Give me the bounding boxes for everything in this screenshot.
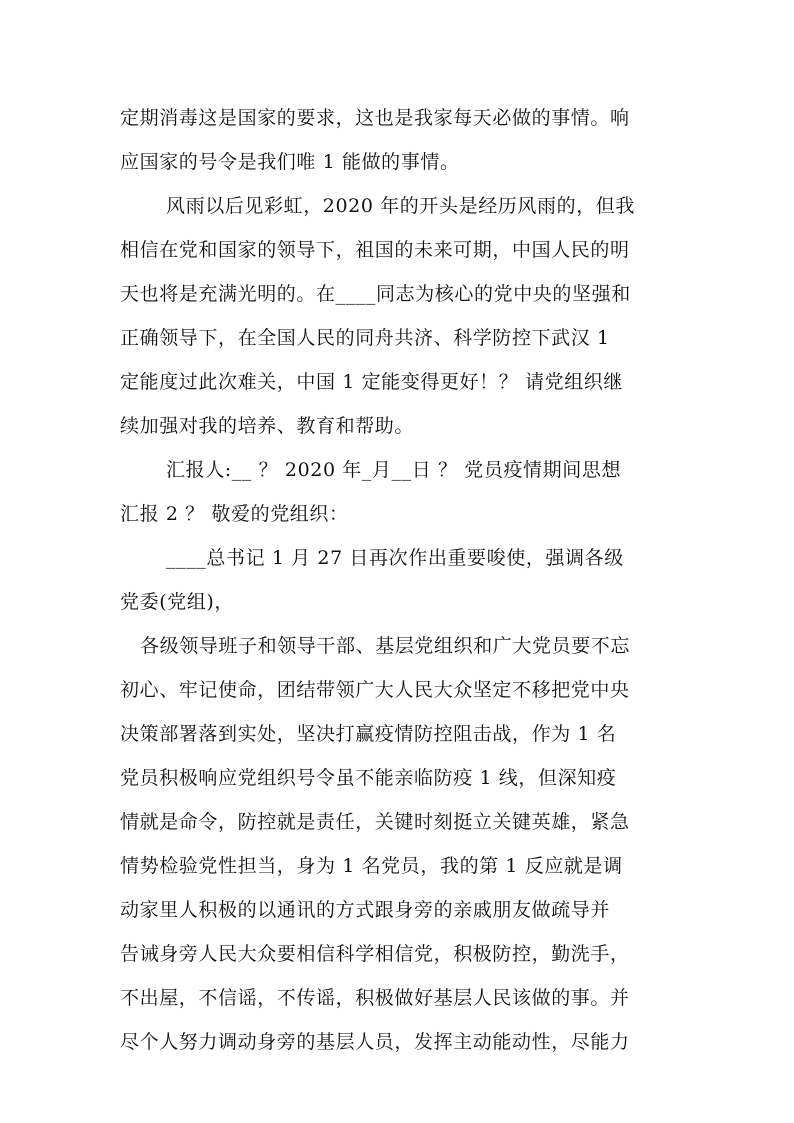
text-line: 党员积极响应党组织号令虽不能亲临防疫 1 线，但深知疫 bbox=[120, 767, 617, 789]
text-line: 定能度过此次难关，中国 1 定能变得更好！？ 请党组织继 bbox=[120, 371, 624, 393]
paragraph-start-line: 风雨以后见彩虹，2020 年的开头是经历风雨的，但我 bbox=[166, 195, 635, 217]
text-line: 定期消毒这是国家的要求，这也是我家每天必做的事情。响 bbox=[120, 107, 630, 129]
text-line: 动家里人积极的以通讯的方式跟身旁的亲戚朋友做疏导并 bbox=[120, 899, 611, 921]
text-line: 情势检验党性担当，身为 1 名党员，我的第 1 反应就是调 bbox=[120, 855, 623, 877]
text-line: 党委(党组)， bbox=[120, 591, 235, 613]
text-line: 应国家的号令是我们唯 1 能做的事情。 bbox=[120, 151, 460, 173]
text-line: 天也将是充满光明的。在____同志为核心的党中央的坚强和 bbox=[120, 283, 631, 305]
reporter-line: 汇报人:__ ？ 2020 年_月__日 ？ 党员疫情期间思想 bbox=[166, 459, 622, 481]
text-line: 续加强对我的培养、教育和帮助。 bbox=[120, 415, 415, 437]
text-line: 相信在党和国家的领导下，祖国的未来可期，中国人民的明 bbox=[120, 239, 630, 261]
text-line: 情就是命令，防控就是责任，关键时刻挺立关键英雄，紧急 bbox=[120, 811, 630, 833]
paragraph-start-line: ____总书记 1 月 27 日再次作出重要唆使，强调各级 bbox=[166, 547, 624, 569]
salutation-line: 汇报 2 ？ 敬爱的党组织： bbox=[120, 503, 349, 525]
text-line: 尽个人努力调动身旁的基层人员，发挥主动能动性，尽能力 bbox=[120, 1031, 630, 1053]
text-line: 初心、牢记使命，团结带领广大人民大众坚定不移把党中央 bbox=[120, 679, 630, 701]
text-line: 决策部署落到实处，坚决打赢疫情防控阻击战，作为 1 名 bbox=[120, 723, 617, 745]
text-line: 告诫身旁人民大众要相信科学相信党，积极防控，勤洗手， bbox=[120, 943, 630, 965]
paragraph-start-line: 各级领导班子和领导干部、基层党组织和广大党员要不忘 bbox=[140, 635, 631, 657]
text-line: 正确领导下，在全国人民的同舟共济、科学防控下武汉 1 bbox=[120, 327, 610, 349]
text-line: 不出屋，不信谣，不传谣，积极做好基层人民该做的事。并 bbox=[120, 987, 630, 1009]
